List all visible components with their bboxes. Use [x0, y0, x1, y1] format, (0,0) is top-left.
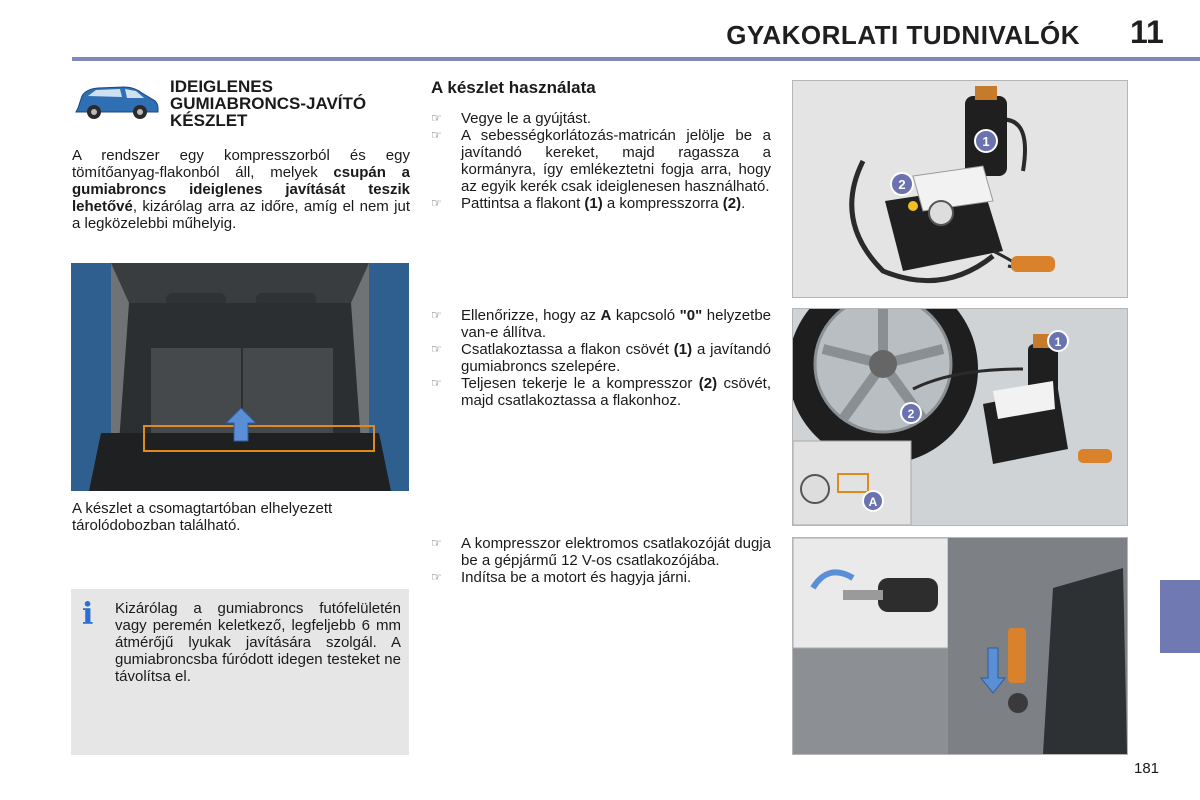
intro-text-2: , kizárólag arra az időre, amíg el nem jut a legközelebbi műhelyig.	[72, 198, 410, 232]
pointing-hand-icon: ☞	[431, 570, 442, 584]
chapter-side-tab	[1160, 580, 1200, 653]
page-number: 181	[1134, 760, 1160, 777]
pointing-hand-icon: ☞	[431, 196, 442, 210]
pointing-hand-icon: ☞	[431, 111, 442, 125]
header-rule	[72, 57, 1200, 61]
intro-text-1: A rendszer egy kompresszorból és egy tömítőanyag-flakonból áll, melyek	[72, 147, 410, 181]
step-item: ☞ Ellenőrizze, hogy az A kapcsoló "0" helyzetbe van-e állítva.	[431, 307, 772, 341]
figure-connect-to-tire	[792, 308, 1128, 526]
step-item: ☞ A sebességkorlátozás-matricán jelölje be a javítandó kereket, majd ragassza a kormányra, így emlékeztetni fogja arra, hogy az egyik kerék csak ideiglenesen használható.	[431, 127, 771, 195]
trunk-illustration	[71, 263, 409, 491]
fig2-label-2: 2	[907, 407, 915, 421]
step-item: ☞ Vegye le a gyújtást.	[431, 110, 592, 127]
pointing-hand-icon: ☞	[431, 128, 442, 142]
info-icon: i	[82, 597, 94, 632]
intro-text-bold: csupán a gumiabroncs ideiglenes javítását teszik lehetővé	[72, 164, 410, 215]
fig2-label-a: A	[868, 495, 878, 509]
pointing-hand-icon: ☞	[431, 308, 442, 322]
chapter-title: GYAKORLATI TUDNIVALÓK	[726, 20, 1080, 50]
section-title: IDEIGLENES GUMIABRONCS-JAVÍTÓ KÉSZLET	[170, 77, 367, 130]
step-item: ☞ A kompresszor elektromos csatlakozóját dugja be a gépjármű 12 V-os csatlakozójába.	[431, 535, 771, 569]
step-item: ☞ Csatlakoztassa a flakon csövét (1) a javítandó gumiabroncs szelepére.	[431, 341, 771, 375]
step-item: ☞ Teljesen tekerje le a kompresszor (2) csövét, majd csatlakoztassa a flakonhoz.	[431, 375, 772, 409]
steps-title: A készlet használata	[431, 78, 596, 97]
fig2-label-1: 1	[1054, 335, 1062, 349]
pointing-hand-icon: ☞	[431, 536, 442, 550]
step-item: ☞ Indítsa be a motort és hagyja járni.	[431, 569, 692, 586]
chapter-number: 11	[1130, 14, 1164, 50]
figure-flask-on-compressor	[792, 80, 1128, 298]
steps-group-1	[431, 110, 771, 212]
intro-paragraph	[72, 147, 410, 232]
photo-caption: A készlet a csomagtartóban elhelyezett tárolódobozban található.	[72, 500, 333, 534]
fig1-label-1: 1	[982, 134, 990, 149]
figure-plug-in-socket	[792, 537, 1128, 755]
step-item: ☞ Pattintsa a flakont (1) a kompresszorra (2).	[431, 195, 746, 212]
fig1-label-2: 2	[898, 177, 906, 192]
steps-group-2	[431, 307, 771, 409]
info-text: Kizárólag a gumiabroncs futófelületén vagy peremén keletkező, legfeljebb 6 mm átmérőjű lyukak javítására szolgál. A gumiabroncsba fúródott idegen testeket ne távolítsa el.	[115, 600, 401, 685]
pointing-hand-icon: ☞	[431, 376, 442, 390]
trunk-photo	[71, 263, 409, 491]
steps-group-3	[431, 535, 771, 586]
car-icon	[72, 80, 160, 122]
pointing-hand-icon: ☞	[431, 342, 442, 356]
